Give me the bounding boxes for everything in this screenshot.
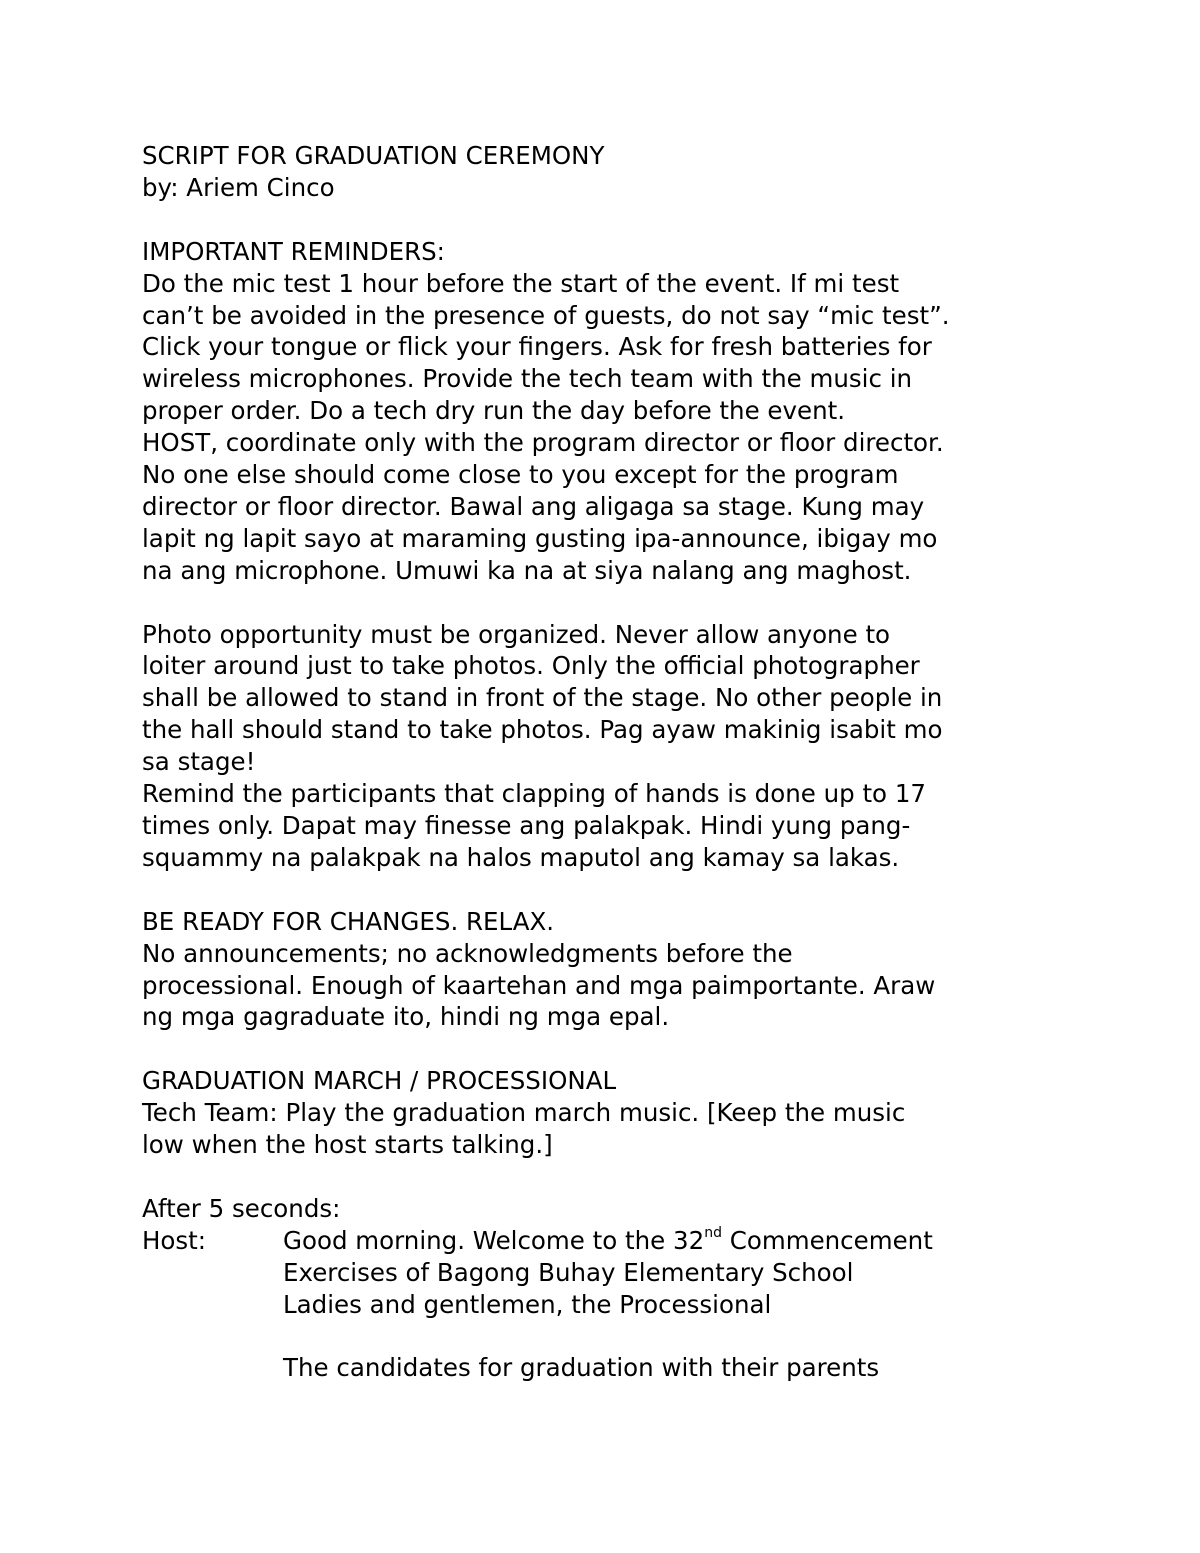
changes-line: processional. Enough of kaartehan and mga paimportante. Araw [142, 970, 936, 1000]
reminders-heading: IMPORTANT REMINDERS: [142, 236, 445, 266]
photo-line: the hall should stand to take photos. Pag ayaw makinig isabit mo [142, 715, 943, 745]
document-page [142, 140, 1052, 1384]
photo-line: Photo opportunity must be organized. Never allow anyone to [142, 619, 891, 649]
host-greeting [283, 1225, 933, 1257]
document-author: by: Ariem Cinco [142, 172, 335, 202]
host-row [142, 1225, 1052, 1257]
reminders-line: lapit ng lapit sayo at maraming gusting ipa-announce, ibigay mo [142, 523, 938, 553]
spacer [142, 587, 1052, 619]
tech-team-line: low when the host starts talking.] [142, 1130, 553, 1160]
reminders-line: HOST, coordinate only with the program director or floor director. [142, 428, 944, 458]
host-label: Host: [142, 1225, 207, 1255]
tech-team-line: Tech Team: Play the graduation march music. [Keep the music [142, 1098, 906, 1128]
changes-heading: BE READY FOR CHANGES. RELAX. [142, 906, 555, 936]
clapping-line: Remind the participants that clapping of hands is done up to 17 [142, 779, 927, 809]
document-title: SCRIPT FOR GRADUATION CEREMONY [142, 141, 605, 170]
spacer [142, 1033, 1052, 1065]
host-greeting-text-end: Commencement [721, 1225, 933, 1255]
host-line: Ladies and gentlemen, the Processional [283, 1289, 772, 1319]
reminders-line: wireless microphones. Provide the tech team with the music in [142, 364, 913, 394]
reminders-line: Do the mic test 1 hour before the start of the event. If mi test [142, 268, 900, 298]
reminders-line: No one else should come close to you except for the program [142, 460, 899, 490]
host-greeting-text: Good morning. Welcome to the 32 [283, 1225, 705, 1255]
changes-line: No announcements; no acknowledgments before the [142, 938, 793, 968]
photo-line: shall be allowed to stand in front of the stage. No other people in [142, 683, 943, 713]
reminders-line: Click your tongue or flick your fingers. Ask for fresh batteries for [142, 332, 932, 362]
changes-line: ng mga gagraduate ito, hindi ng mga epal. [142, 1002, 670, 1032]
photo-line: sa stage! [142, 747, 256, 777]
processional-heading: GRADUATION MARCH / PROCESSIONAL [142, 1066, 617, 1096]
reminders-line: director or floor director. Bawal ang aligaga sa stage. Kung may [142, 491, 925, 521]
photo-line: loiter around just to take photos. Only the official photographer [142, 651, 920, 681]
host-line: Exercises of Bagong Buhay Elementary School [283, 1257, 854, 1287]
spacer [142, 204, 1052, 236]
cue-line: After 5 seconds: [142, 1193, 341, 1223]
reminders-line: na ang microphone. Umuwi ka na at siya nalang ang maghost. [142, 555, 912, 585]
reminders-line: can’t be avoided in the presence of guests, do not say “mic test”. [142, 300, 950, 330]
clapping-line: squammy na palakpak na halos maputol ang kamay sa lakas. [142, 842, 900, 872]
spacer [142, 1161, 1052, 1193]
host-line: The candidates for graduation with their parents [283, 1353, 880, 1383]
clapping-line: times only. Dapat may finesse ang palakpak. Hindi yung pang- [142, 811, 911, 840]
spacer [142, 874, 1052, 906]
ordinal-suffix: nd [704, 1224, 722, 1241]
reminders-line: proper order. Do a tech dry run the day before the event. [142, 396, 845, 426]
spacer [142, 1320, 1052, 1352]
